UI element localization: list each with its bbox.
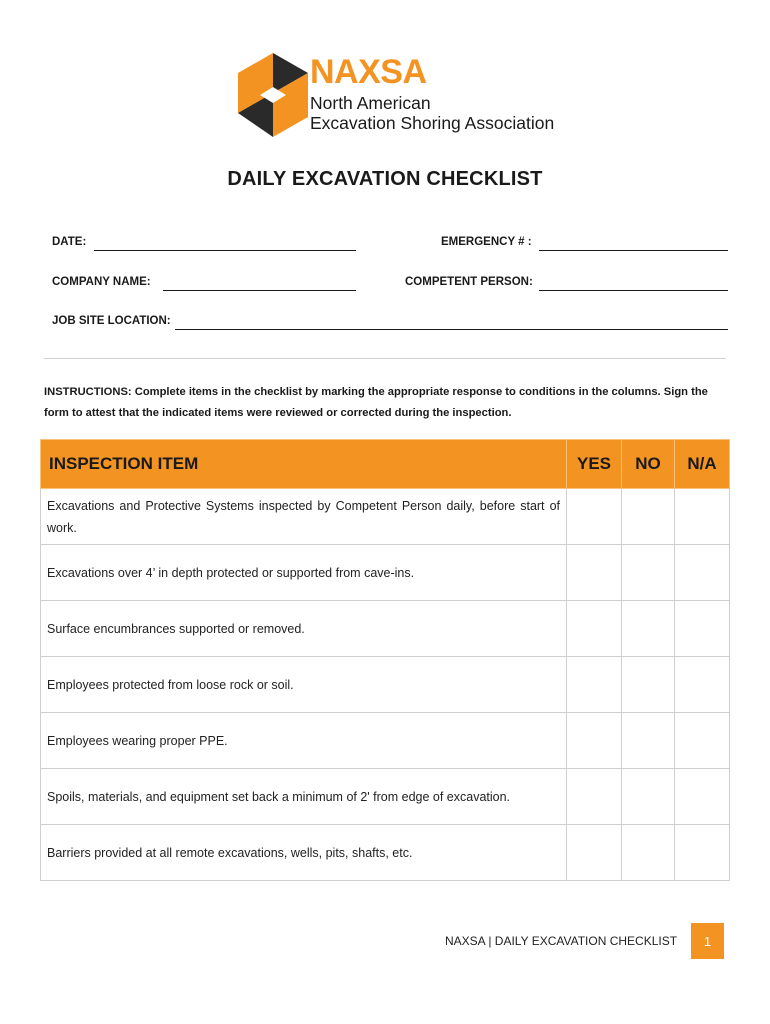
company-name-label: COMPANY NAME: bbox=[52, 276, 151, 288]
inspection-item: Barriers provided at all remote excavations, wells, pits, shafts, etc. bbox=[41, 825, 567, 881]
logo-subtitle-line2: Excavation Shoring Association bbox=[310, 113, 555, 133]
inspection-item: Employees wearing proper PPE. bbox=[41, 713, 567, 769]
yes-cell[interactable] bbox=[567, 769, 622, 825]
date-field[interactable] bbox=[94, 250, 356, 251]
inspection-item: Surface encumbrances supported or removed. bbox=[41, 601, 567, 657]
document-title: DAILY EXCAVATION CHECKLIST bbox=[227, 168, 543, 190]
header-na: N/A bbox=[675, 440, 730, 489]
no-cell[interactable] bbox=[622, 769, 675, 825]
na-cell[interactable] bbox=[675, 769, 730, 825]
job-site-location-field[interactable] bbox=[175, 329, 728, 330]
page-number-badge: 1 bbox=[691, 923, 724, 959]
competent-person-label: COMPETENT PERSON: bbox=[405, 276, 533, 288]
instructions-text: INSTRUCTIONS: Complete items in the checklist by marking the appropriate response to conditions in the columns. Sign the form to attest that the indicated items were reviewed or corrected during the inspection. bbox=[44, 386, 708, 419]
logo-title: NAXSA bbox=[310, 53, 427, 91]
table-row bbox=[41, 545, 730, 601]
table-row bbox=[41, 769, 730, 825]
na-cell[interactable] bbox=[675, 657, 730, 713]
no-cell[interactable] bbox=[622, 489, 675, 545]
yes-cell[interactable] bbox=[567, 713, 622, 769]
table-row bbox=[41, 601, 730, 657]
na-cell[interactable] bbox=[675, 545, 730, 601]
na-cell[interactable] bbox=[675, 825, 730, 881]
na-cell[interactable] bbox=[675, 713, 730, 769]
no-cell[interactable] bbox=[622, 657, 675, 713]
table-row bbox=[41, 489, 730, 545]
table-header-row bbox=[41, 440, 730, 489]
section-divider bbox=[44, 358, 726, 359]
inspection-item: Excavations and Protective Systems inspected by Competent Person daily, before start of work. bbox=[41, 489, 567, 545]
header-no: NO bbox=[622, 440, 675, 489]
inspection-checklist-table bbox=[40, 439, 730, 881]
logo-subtitle bbox=[310, 93, 554, 133]
inspection-item: Excavations over 4’ in depth protected or supported from cave-ins. bbox=[41, 545, 567, 601]
table-row bbox=[41, 657, 730, 713]
table-row bbox=[41, 713, 730, 769]
naxsa-cube-logo-icon bbox=[238, 53, 308, 137]
inspection-item: Employees protected from loose rock or soil. bbox=[41, 657, 567, 713]
naxsa-logo bbox=[238, 53, 555, 139]
job-site-location-label: JOB SITE LOCATION: bbox=[52, 315, 171, 327]
no-cell[interactable] bbox=[622, 545, 675, 601]
no-cell[interactable] bbox=[622, 713, 675, 769]
footer-text: NAXSA | DAILY EXCAVATION CHECKLIST bbox=[445, 934, 678, 948]
date-label: DATE: bbox=[52, 236, 87, 248]
yes-cell[interactable] bbox=[567, 601, 622, 657]
emergency-label: EMERGENCY # : bbox=[441, 236, 532, 248]
header-inspection-item: INSPECTION ITEM bbox=[41, 440, 567, 489]
yes-cell[interactable] bbox=[567, 657, 622, 713]
emergency-number-field[interactable] bbox=[539, 250, 728, 251]
no-cell[interactable] bbox=[622, 601, 675, 657]
yes-cell[interactable] bbox=[567, 825, 622, 881]
na-cell[interactable] bbox=[675, 601, 730, 657]
no-cell[interactable] bbox=[622, 825, 675, 881]
competent-person-field[interactable] bbox=[539, 290, 728, 291]
na-cell[interactable] bbox=[675, 489, 730, 545]
table-row bbox=[41, 825, 730, 881]
logo-subtitle-line1: North American bbox=[310, 93, 431, 113]
inspection-item: Spoils, materials, and equipment set back a minimum of 2' from edge of excavation. bbox=[41, 769, 567, 825]
header-yes: YES bbox=[567, 440, 622, 489]
yes-cell[interactable] bbox=[567, 545, 622, 601]
company-name-field[interactable] bbox=[163, 290, 356, 291]
yes-cell[interactable] bbox=[567, 489, 622, 545]
